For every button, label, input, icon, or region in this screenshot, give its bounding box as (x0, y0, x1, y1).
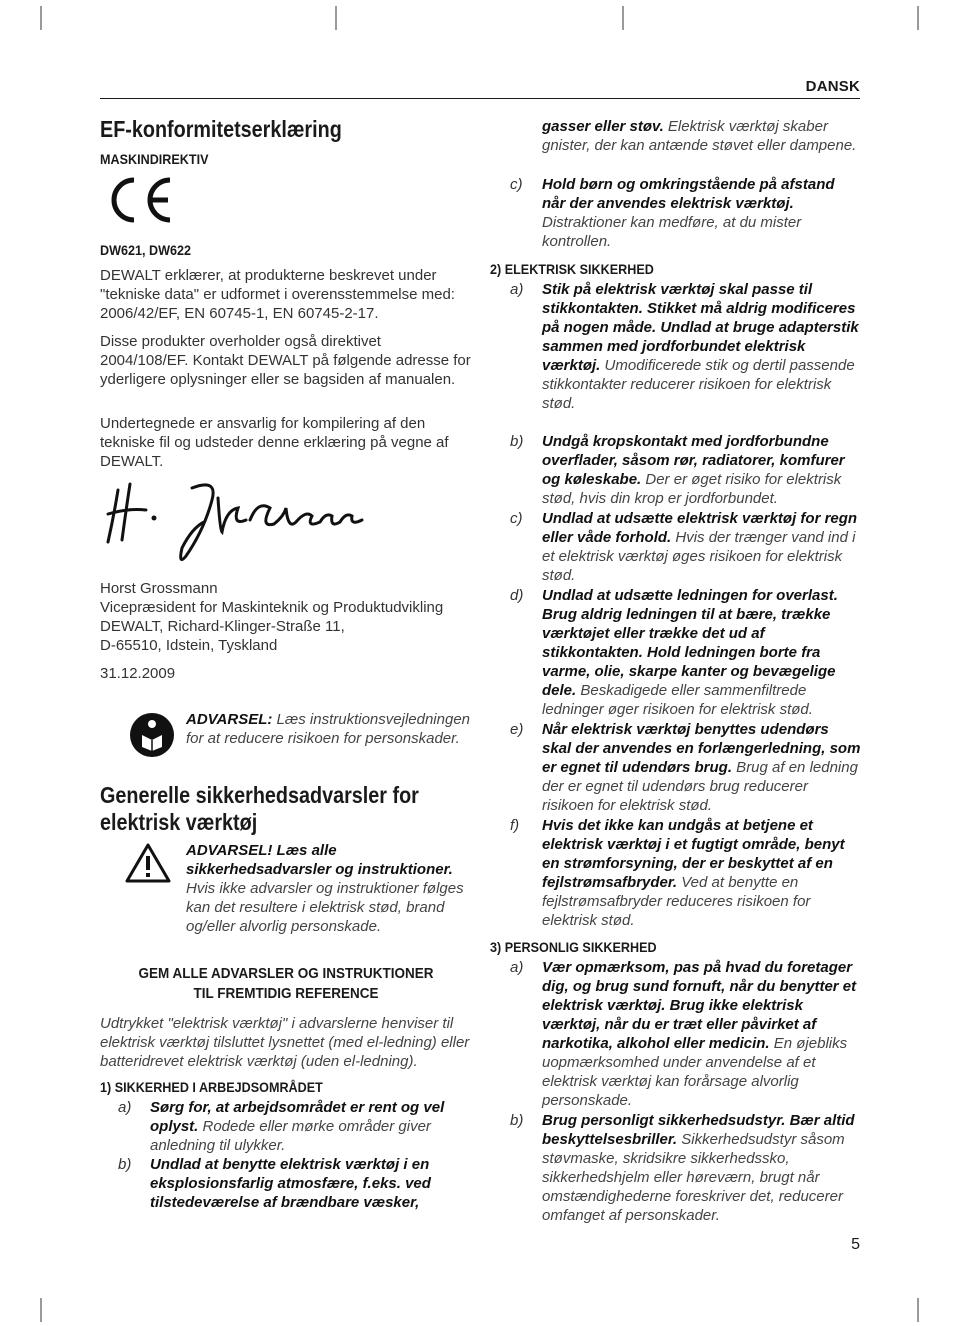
language-label: DANSK (805, 78, 860, 95)
list-item (490, 280, 862, 413)
general-safety-title: Generelle sikkerhedsadvarsler for elektrisk værktøj (100, 782, 419, 835)
signature-image (100, 470, 370, 575)
list-item-detail: En øjebliks uopmærksomhed under anvendelse af et elektrisk værktøj kan forårsage alvorlig personskade. (542, 1035, 848, 1109)
list-item-detail: Rodede eller mørke områder giver anledning til ulykker. (150, 1118, 431, 1154)
list-item-bold: Når elektrisk værktøj benyttes udendørs skal der anvendes en forlængerledning, som er egnet til udendørs brug. (542, 721, 861, 776)
keep-instructions-line-2: TIL FREMTIDIG REFERENCE (193, 985, 379, 1002)
directive-subtitle: MASKINDIREKTIV (100, 151, 209, 167)
crop-mark (40, 1298, 42, 1322)
crop-mark (40, 6, 42, 30)
list-item-label: d) (510, 587, 524, 604)
declaration-paragraph-2: Disse produkter overholder også direktivet 2004/108/EF. Kontakt DEWALT på følgende adresse for yderligere oplysninger eller se bagsiden af manualen. (100, 333, 471, 388)
list-item (490, 509, 862, 585)
list-item-label: c) (510, 510, 523, 527)
list-item-bold: Brug personligt sikkerhedsudstyr. Bær altid beskyttelsesbriller. (542, 1112, 855, 1148)
keep-instructions-line-1: GEM ALLE ADVARSLER OG INSTRUKTIONER (138, 965, 434, 982)
list-item (490, 958, 862, 1110)
crop-mark (622, 6, 624, 30)
warning-read-manual-text: Læs instruktionsvejledningen for at reducere risikoen for personskader. (186, 711, 471, 747)
read-manual-icon (130, 713, 174, 757)
list-item-text (150, 1155, 472, 1212)
list-item-label: a) (118, 1099, 132, 1116)
list-item-text (542, 1111, 862, 1225)
list-item (100, 1098, 472, 1155)
continued-item-detail: Elektrisk værktøj skaber gnister, der kan antænde støvet eller dampene. (542, 118, 857, 154)
list-item (490, 720, 862, 815)
list-item-label: c) (510, 176, 523, 193)
signer-role: Vicepræsident for Maskinteknik og Produktudvikling (100, 599, 444, 616)
list-item-bold: Undlad at udsætte elektrisk værktøj for regn eller våde forhold. (542, 510, 858, 546)
list-item-bold: Undlad at udsætte ledningen for overlast. Brug aldrig ledningen til at bære, trække værktøjet eller trække det ud af stikkontakten. Hold ledningen borte fra varme, olie, skarpe kanter og bevægelige dele. (542, 587, 838, 699)
warning-read-manual (186, 710, 472, 748)
list-item (100, 1155, 472, 1212)
list-item-text (542, 720, 862, 815)
list-item-detail: Brug af en ledning der er egnet til udendørs brug reducerer risikoen for elektrisk stød. (542, 759, 858, 814)
list-item-bold: Undgå kropskontakt med jordforbundne overflader, såsom rør, radiatorer, komfurer og køleskabe. (542, 433, 845, 488)
model-numbers: DW621, DW622 (100, 242, 192, 258)
list-item-label: b) (118, 1156, 132, 1173)
list-item-bold: Vær opmærksom, pas på hvad du foretager dig, og brug sund fornuft, når du benytter et elektrisk værktøj. Brug ikke elektrisk værktøj, når du er træt eller påvirket af narkotika, alkohol eller medicin. (542, 959, 857, 1052)
warning-general-text: Hvis ikke advarsler og instruktioner følges kan det resultere i elektrisk stød, brand og/eller alvorlig personskade. (186, 880, 464, 935)
list-item-text (542, 432, 862, 508)
list-item-text (542, 175, 862, 251)
section-3-title: 3) PERSONLIG SIKKERHED (490, 939, 657, 955)
section-1-title: 1) SIKKERHED I ARBEJDSOMRÅDET (100, 1079, 323, 1095)
list-item-text (542, 586, 862, 719)
ce-mark-icon (104, 172, 174, 233)
list-item-detail: Der er øget risiko for elektrisk stød, hvis din krop er jordforbundet. (542, 471, 842, 507)
list-item-detail: Ved at benytte en fejlstrømsafbryder reduceres risikoen for elektrisk stød. (542, 874, 811, 929)
list-item-bold: Sørg for, at arbejdsområdet er rent og vel oplyst. (150, 1099, 445, 1135)
crop-mark (917, 6, 919, 30)
header-rule (100, 98, 860, 99)
list-item-label: b) (510, 1112, 524, 1129)
list-item-bold: Stik på elektrisk værktøj skal passe til stikkontakten. Stikket må aldrig modificeres på nogen måde. Undlad at bruge adapterstik sammen med jordforbundet elektrisk værktøj. (542, 281, 859, 374)
warning-general (186, 841, 472, 936)
list-item-detail: Umodificerede stik og dertil passende stikkontakter reducerer risikoen for elektrisk stød. (542, 357, 855, 412)
list-item-detail: Hvis der trænger vand ind i et elektrisk værktøj øges risikoen for elektrisk stød. (542, 529, 856, 584)
list-item-label: b) (510, 433, 524, 450)
list-item (490, 816, 862, 930)
section-2-title: 2) ELEKTRISK SIKKERHED (490, 261, 654, 277)
list-item-text (542, 816, 862, 930)
list-item-detail: Beskadigede eller sammenfiltrede ledninger øger risikoen for elektrisk stød. (542, 682, 813, 718)
signature-date: 31.12.2009 (100, 665, 176, 682)
list-item-text (542, 958, 862, 1110)
signer-name: Horst Grossmann (100, 580, 218, 597)
list-item-text (542, 509, 862, 585)
list-item-bold: Hvis det ikke kan undgås at betjene et elektrisk værktøj i et fugtigt område, benyt en strømforsyning, der er beskyttet af en fejlstrømsafbryder. (542, 817, 845, 891)
definition-paragraph: Udtrykket "elektrisk værktøj" i advarslerne henviser til elektrisk værktøj tilsluttet lysnettet (med el-ledning) eller batteridrevet elektrisk værktøj (uden el-ledning). (100, 1015, 470, 1070)
list-item-label: a) (510, 959, 524, 976)
warning-read-manual-bold: ADVARSEL: (186, 711, 273, 728)
continued-item-bold: gasser eller støv. (542, 118, 664, 135)
list-item (490, 1111, 862, 1225)
list-item-label: f) (510, 817, 520, 834)
list-item-detail: Sikkerhedsudstyr såsom støvmaske, skridsikre sikkerhedssko, sikkerhedshjelm eller høreværn, brugt når omstændighederne foreskriver det, reducerer omfanget af personskader. (542, 1131, 845, 1224)
list-item-text (150, 1098, 472, 1155)
list-item-label: e) (510, 721, 524, 738)
list-item (490, 432, 862, 508)
declaration-paragraph-3: Undertegnede er ansvarlig for kompilering af den tekniske fil og udsteder denne erklæring på vegne af DEWALT. (100, 415, 449, 470)
crop-mark (335, 6, 337, 30)
warning-general-bold: ADVARSEL! Læs alle sikkerhedsadvarsler og instruktioner. (186, 842, 453, 878)
list-item-bold: Hold børn og omkringstående på afstand når der anvendes elektrisk værktøj. (542, 176, 835, 212)
declaration-title: EF-konformitetserklæring (100, 116, 342, 142)
declaration-paragraph-1: DEWALT erklærer, at produkterne beskrevet under "tekniske data" er udformet i overensstemmelse med: 2006/42/EF, EN 60745-1, EN 60745-2-17. (100, 267, 455, 322)
page-number: 5 (851, 1236, 860, 1253)
list-item (490, 175, 862, 251)
signer-address-1: DEWALT, Richard-Klinger-Straße 11, (100, 618, 345, 635)
list-item-label: a) (510, 281, 524, 298)
list-item-text (542, 280, 862, 413)
list-item-bold: Undlad at benytte elektrisk værktøj i en eksplosionsfarlig atmosfære, f.eks. ved tilstedeværelse af brændbare væsker, (150, 1156, 431, 1211)
list-item-detail: Distraktioner kan medføre, at du mister kontrollen. (542, 214, 802, 250)
warning-triangle-icon (124, 842, 172, 889)
signer-address-2: D-65510, Idstein, Tyskland (100, 637, 278, 654)
crop-mark (917, 1298, 919, 1322)
list-item (490, 586, 862, 719)
continued-item-text (542, 117, 862, 155)
